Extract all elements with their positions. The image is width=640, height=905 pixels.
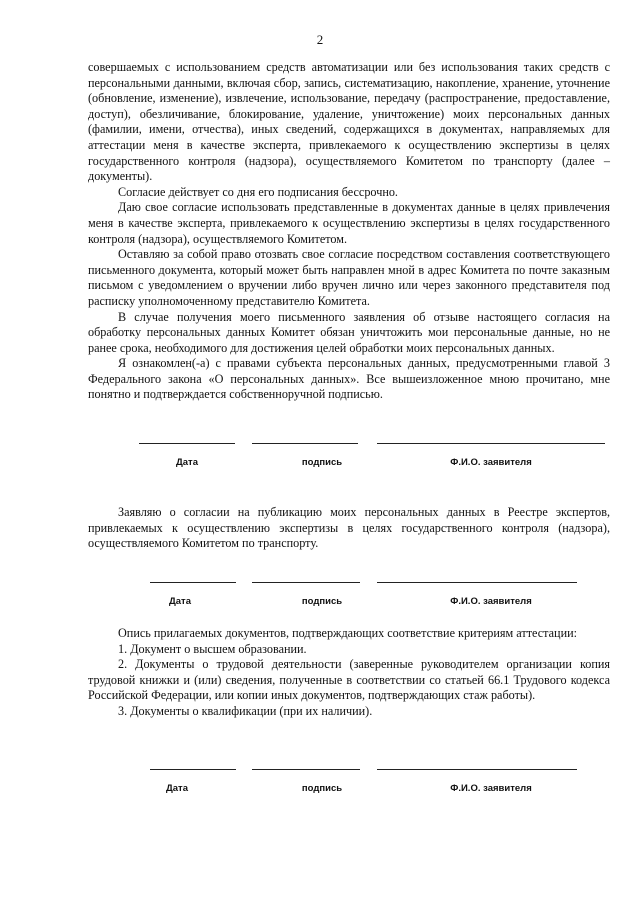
signature-line xyxy=(252,582,360,583)
date-line xyxy=(150,769,236,770)
consent-text xyxy=(88,60,610,403)
date-line xyxy=(150,582,236,583)
inventory-item-3: 3. Документы о квалификации (при их наличии). xyxy=(118,703,373,718)
name-label: Ф.И.О. заявителя xyxy=(450,783,532,794)
consent-paragraph-2: Согласие действует со дня его подписания бессрочно. xyxy=(118,184,398,199)
documents-inventory xyxy=(88,626,610,720)
signature-row-3 xyxy=(0,769,640,809)
name-label: Ф.И.О. заявителя xyxy=(450,596,532,607)
signature-row-1 xyxy=(0,443,640,483)
date-label: Дата xyxy=(166,783,188,794)
signature-label: подпись xyxy=(301,596,343,607)
name-line xyxy=(377,443,605,444)
inventory-item-1: 1. Документ о высшем образовании. xyxy=(118,641,307,656)
consent-paragraph-4: Оставляю за собой право отозвать свое согласие посредством составления соответствующего письменного документа, который может быть направлен мной в адрес Комитета по почте заказным письмом с уведомлением о вручении либо вручен лично или через законного представителя под расписку уполномоченному представителю Комитета. xyxy=(88,247,610,308)
name-line xyxy=(377,582,577,583)
publication-consent-text: Заявляю о согласии на публикацию моих персональных данных в Реестре экспертов, привлекаемых к осуществлению экспертизы в целях государственного контроля (надзора), осуществляемого Комитетом по транспорту. xyxy=(88,505,610,551)
consent-paragraph-6: Я ознакомлен(-а) с правами субъекта персональных данных, предусмотренными главой 3 Федерального закона «О персональных данных». Все вышеизложенное мною прочитано, мне понятно и подтверждается собственноручной подписью. xyxy=(88,356,610,402)
signature-line xyxy=(252,443,358,444)
consent-paragraph-3: Даю свое согласие использовать представленные в документах данные в целях привлечения меня в качестве эксперта, привлекаемого к осуществлению экспертизы в целях государственного контроля (надзора), осуществляемого Комитетом. xyxy=(88,200,610,246)
date-label: Дата xyxy=(176,457,198,468)
name-line xyxy=(377,769,577,770)
signature-row-2 xyxy=(0,582,640,622)
signature-label: подпись xyxy=(301,783,343,794)
publication-consent-block xyxy=(88,505,610,552)
inventory-item-2: 2. Документы о трудовой деятельности (заверенные руководителем организации копия трудовой книжки и (или) сведения, полученные в соответствии со статьей 66.1 Трудового кодекса Российской Федерации, или копии иных документов, подтверждающих стаж работы). xyxy=(88,657,610,703)
date-line xyxy=(139,443,235,444)
signature-line xyxy=(252,769,360,770)
name-label: Ф.И.О. заявителя xyxy=(450,457,532,468)
date-label: Дата xyxy=(169,596,191,607)
consent-paragraph-5: В случае получения моего письменного заявления об отзыве настоящего согласия на обработку персональных данных Комитет обязан уничтожить мои персональные данные, но не ранее срока, необходимого для достижения целей обработки моих персональных данных. xyxy=(88,309,610,355)
page-number: 2 xyxy=(316,32,324,47)
signature-label: подпись xyxy=(301,457,343,468)
consent-paragraph-1: совершаемых с использованием средств автоматизации или без использования таких средств с персональными данными, включая сбор, запись, систематизацию, накопление, хранение, уточнение (обновление, изменение), извлечение, использование, передачу (распространение, предоставление, доступ), обезличивание, блокирование, удаление, уничтожение) моих персональных данных (фамилии, имени, отчества), иных сведений, содержащихся в документах, направляемых для аттестации меня в качестве эксперта, привлекаемого к осуществлению экспертизы в целях государственного контроля (надзора), осуществляемого Комитетом по транспорту (далее – документы). xyxy=(88,60,610,184)
inventory-title: Опись прилагаемых документов, подтверждающих соответствие критериям аттестации: xyxy=(118,626,577,640)
